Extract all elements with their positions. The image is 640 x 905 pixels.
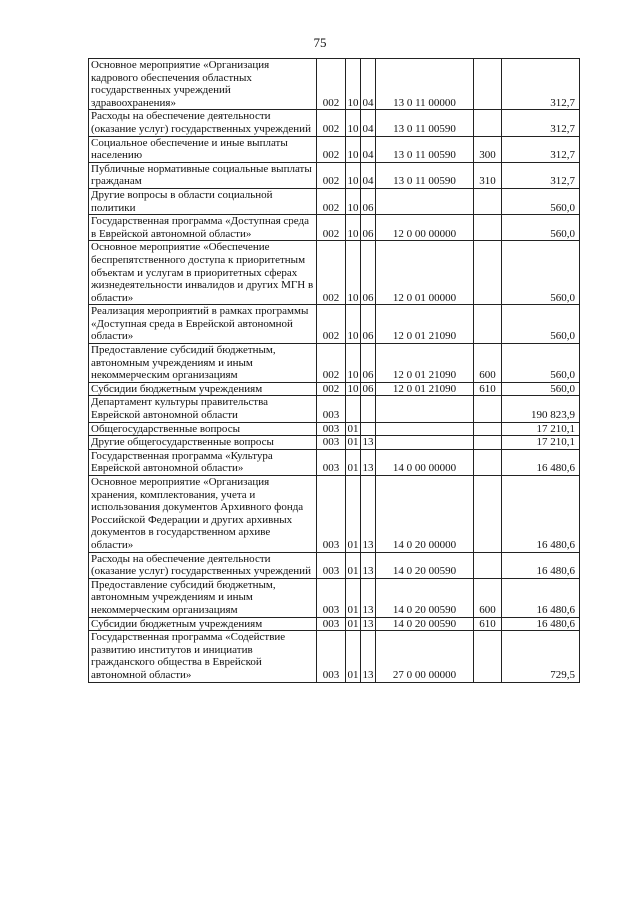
subsection-code: 13 — [361, 631, 376, 682]
expense-type-code: 600 — [474, 578, 502, 617]
expense-type-code — [474, 449, 502, 475]
item-name: Социальное обеспечение и иные выплаты населению — [89, 136, 317, 162]
section-code: 01 — [346, 631, 361, 682]
item-name: Реализация мероприятий в рамках программы «Доступная среда в Еврейской автономной области» — [89, 305, 317, 344]
target-article-code — [376, 436, 474, 450]
expense-type-code: 300 — [474, 136, 502, 162]
table-row — [89, 422, 580, 436]
expense-type-code — [474, 188, 502, 214]
expense-type-code: 610 — [474, 617, 502, 631]
section-code: 10 — [346, 305, 361, 344]
page-number: 75 — [313, 35, 327, 50]
section-code: 10 — [347, 382, 359, 395]
item-name: Публичные нормативные социальные выплаты гражданам — [89, 162, 317, 188]
section-code — [346, 396, 361, 422]
ministry-code: 003 — [317, 617, 346, 631]
amount: 560,0 — [502, 344, 580, 383]
section-code: 01 — [346, 476, 361, 553]
subsection-code: 13 — [361, 476, 376, 553]
table-row — [89, 382, 580, 396]
subsection-code: 06 — [361, 215, 376, 241]
amount: 312,7 — [502, 136, 580, 162]
table-row — [89, 578, 580, 617]
subsection-code: 06 — [361, 241, 376, 305]
table-row — [89, 449, 580, 475]
ministry-code: 003 — [317, 422, 346, 436]
item-name: Основное мероприятие «Организация кадрового обеспечения областных государственных учреждений здравоохранения» — [89, 59, 317, 110]
table-row — [89, 188, 580, 214]
table-row — [89, 241, 580, 305]
subsection-code: 06 — [361, 305, 376, 344]
item-name: Другие вопросы в области социальной политики — [89, 188, 317, 214]
target-article-code: 14 0 20 00590 — [376, 552, 474, 578]
target-article-code: 12 0 01 21090 — [376, 344, 474, 383]
table-row — [89, 305, 580, 344]
section-code: 01 — [347, 436, 359, 449]
item-name: Субсидии бюджетным учреждениям — [89, 617, 317, 631]
amount: 16 480,6 — [502, 449, 580, 475]
amount: 560,0 — [502, 188, 580, 214]
target-article-code: 12 0 01 21090 — [376, 382, 474, 396]
item-name: Департамент культуры правительства Еврейской автономной области — [89, 396, 317, 422]
expense-type-code: 610 — [474, 382, 502, 396]
expense-type-code — [474, 476, 502, 553]
ministry-code: 002 — [317, 110, 346, 136]
item-name: Расходы на обеспечение деятельности (оказание услуг) государственных учреждений — [89, 552, 317, 578]
target-article-code — [376, 422, 474, 436]
item-name: Субсидии бюджетным учреждениям — [89, 382, 317, 396]
budget-table-body — [89, 59, 580, 683]
expense-type-code — [474, 396, 502, 422]
section-code: 10 — [346, 136, 361, 162]
table-row — [89, 344, 580, 383]
target-article-code: 14 0 20 00590 — [376, 617, 474, 631]
table-row — [89, 110, 580, 136]
section-code: 10 — [346, 162, 361, 188]
section-code: 01 — [346, 552, 361, 578]
table-row — [89, 59, 580, 110]
subsection-code: 04 — [361, 110, 376, 136]
subsection-code: 13 — [361, 552, 376, 578]
amount: 17 210,1 — [502, 436, 580, 450]
section-code: 01 — [346, 578, 361, 617]
ministry-code: 003 — [317, 449, 346, 475]
expense-type-code: 600 — [474, 344, 502, 383]
target-article-code: 12 0 01 21090 — [376, 305, 474, 344]
expense-type-code — [474, 59, 502, 110]
table-row — [89, 162, 580, 188]
expense-type-code — [474, 552, 502, 578]
section-code: 01 — [346, 449, 361, 475]
item-name: Государственная программа «Содействие развитию институтов и инициатив гражданского общества в Еврейской автономной области» — [89, 631, 317, 682]
item-name: Расходы на обеспечение деятельности (оказание услуг) государственных учреждений — [89, 110, 317, 136]
table-row — [89, 136, 580, 162]
subsection-code: 04 — [361, 59, 376, 110]
subsection-code: 13 — [361, 578, 376, 617]
amount: 17 210,1 — [502, 422, 580, 436]
subsection-code: 13 — [362, 436, 374, 449]
amount: 190 823,9 — [502, 396, 580, 422]
section-code: 10 — [346, 344, 361, 383]
ministry-code: 002 — [317, 241, 346, 305]
amount: 560,0 — [502, 241, 580, 305]
table-row — [89, 631, 580, 682]
ministry-code: 003 — [317, 476, 346, 553]
target-article-code: 14 0 00 00000 — [376, 449, 474, 475]
amount: 560,0 — [502, 215, 580, 241]
subsection-code: 06 — [362, 382, 374, 395]
amount: 16 480,6 — [502, 578, 580, 617]
expense-type-code — [474, 436, 502, 450]
item-name: Государственная программа «Культура Еврейской автономной области» — [89, 449, 317, 475]
table-row — [89, 552, 580, 578]
expense-type-code: 310 — [474, 162, 502, 188]
item-name: Предоставление субсидий бюджетным, автономным учреждениям и иным некоммерческим организациям — [89, 578, 317, 617]
ministry-code: 002 — [317, 344, 346, 383]
subsection-code: 06 — [361, 188, 376, 214]
section-code: 10 — [346, 188, 361, 214]
target-article-code: 13 0 11 00590 — [376, 110, 474, 136]
expense-type-code — [474, 422, 502, 436]
amount: 560,0 — [502, 305, 580, 344]
expense-type-code — [474, 305, 502, 344]
expense-type-code — [474, 215, 502, 241]
table-row — [89, 215, 580, 241]
target-article-code: 12 0 00 00000 — [376, 215, 474, 241]
amount: 312,7 — [502, 110, 580, 136]
ministry-code: 003 — [317, 396, 346, 422]
subsection-code — [361, 396, 376, 422]
section-code: 10 — [346, 59, 361, 110]
target-article-code: 13 0 11 00590 — [376, 136, 474, 162]
ministry-code: 002 — [317, 188, 346, 214]
item-name: Другие общегосударственные вопросы — [89, 436, 317, 450]
amount: 16 480,6 — [502, 552, 580, 578]
section-code: 10 — [346, 110, 361, 136]
subsection-code: 06 — [361, 344, 376, 383]
subsection-code — [361, 422, 376, 436]
amount: 16 480,6 — [502, 476, 580, 553]
amount: 16 480,6 — [502, 617, 580, 631]
table-row — [89, 617, 580, 631]
ministry-code: 002 — [317, 136, 346, 162]
subsection-code: 04 — [361, 162, 376, 188]
amount: 312,7 — [502, 59, 580, 110]
budget-table — [88, 58, 580, 683]
expense-type-code — [474, 631, 502, 682]
item-name: Основное мероприятие «Обеспечение беспрепятственного доступа к приоритетным объектам и услугам в приоритетных сферах жизнедеятельности инвалидов и других МГН в области» — [89, 241, 317, 305]
amount: 729,5 — [502, 631, 580, 682]
expense-type-code — [474, 110, 502, 136]
ministry-code: 002 — [317, 162, 346, 188]
table-row — [89, 476, 580, 553]
target-article-code: 14 0 20 00590 — [376, 578, 474, 617]
amount: 312,7 — [502, 162, 580, 188]
subsection-code: 13 — [361, 449, 376, 475]
ministry-code: 002 — [317, 59, 346, 110]
table-row — [89, 436, 580, 450]
expense-type-code — [474, 241, 502, 305]
subsection-code: 04 — [361, 136, 376, 162]
ministry-code: 003 — [317, 631, 346, 682]
item-name: Общегосударственные вопросы — [89, 422, 317, 436]
ministry-code: 002 — [317, 215, 346, 241]
target-article-code — [376, 188, 474, 214]
ministry-code: 002 — [317, 305, 346, 344]
section-code: 10 — [346, 215, 361, 241]
ministry-code: 003 — [317, 578, 346, 617]
target-article-code: 13 0 11 00590 — [376, 162, 474, 188]
item-name: Основное мероприятие «Организация хранения, комплектования, учета и использования документов Архивного фонда Российской Федерации и других архивных документов в государственном архиве области» — [89, 476, 317, 553]
section-code: 01 — [347, 617, 359, 630]
item-name: Государственная программа «Доступная среда в Еврейской автономной области» — [89, 215, 317, 241]
section-code: 10 — [346, 241, 361, 305]
target-article-code: 12 0 01 00000 — [376, 241, 474, 305]
ministry-code: 002 — [317, 382, 346, 396]
target-article-code: 13 0 11 00000 — [376, 59, 474, 110]
ministry-code: 003 — [317, 552, 346, 578]
target-article-code — [376, 396, 474, 422]
target-article-code: 27 0 00 00000 — [376, 631, 474, 682]
subsection-code: 13 — [362, 617, 374, 630]
amount: 560,0 — [502, 382, 580, 396]
ministry-code: 003 — [317, 436, 346, 450]
item-name: Предоставление субсидий бюджетным, автономным учреждениям и иным некоммерческим организациям — [89, 344, 317, 383]
section-code: 01 — [347, 422, 359, 435]
table-row — [89, 396, 580, 422]
target-article-code: 14 0 20 00000 — [376, 476, 474, 553]
